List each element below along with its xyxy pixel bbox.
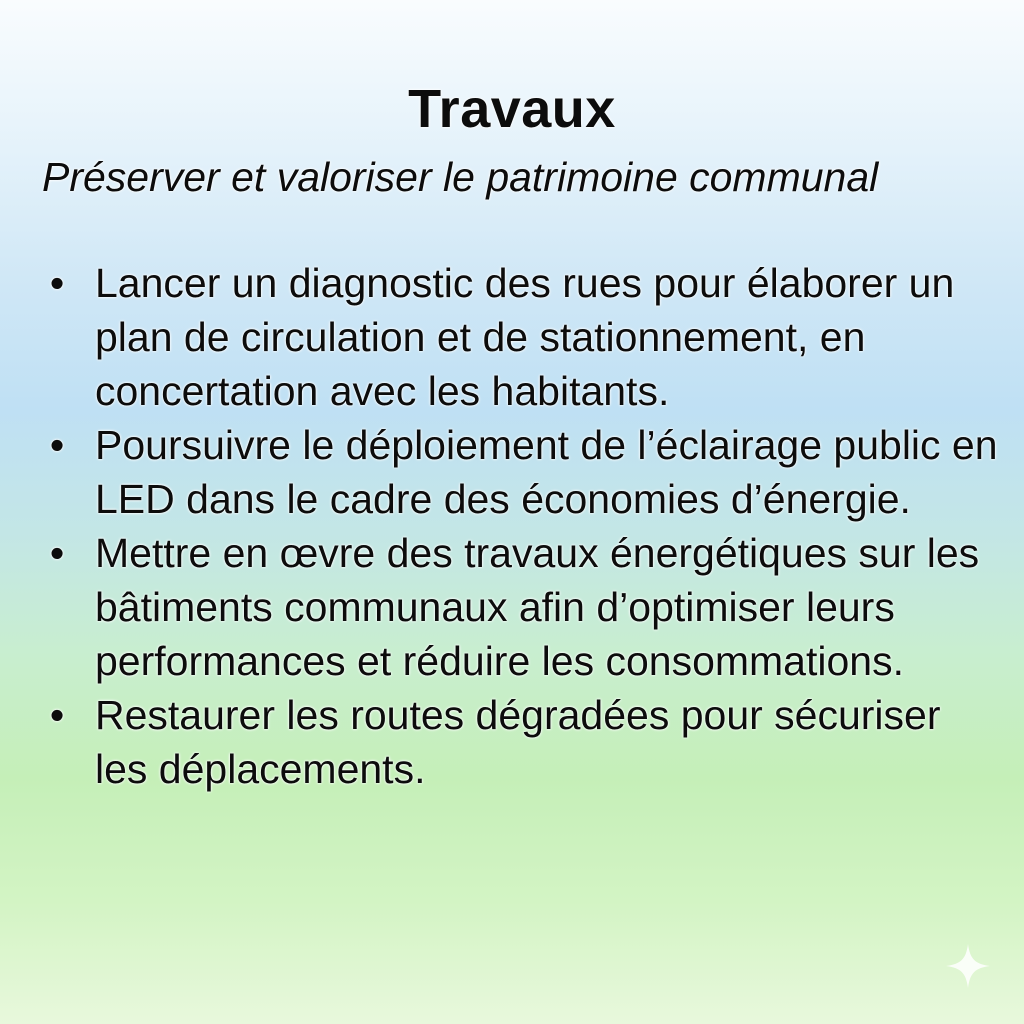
bullet-icon: • [49,530,65,576]
list-item-text: Mettre en œvre des travaux énergétiques sur les bâtiments communaux afin d’optimiser leurs performances et réduire les consommations. [95,530,980,684]
page-title: Travaux [408,79,616,139]
bullet-icon: • [49,422,65,468]
bullet-icon: • [49,260,65,306]
list-item [0,418,1000,526]
list-item [0,688,1000,796]
list-item-text: Lancer un diagnostic des rues pour élaborer un plan de circulation et de stationnement, en concertation avec les habitants. [95,260,955,414]
sparkle-icon [944,942,992,990]
list-item-text: Poursuivre le déploiement de l’éclairage public en LED dans le cadre des économies d’énergie. [95,422,998,522]
list-item-text: Restaurer les routes dégradées pour sécuriser les déplacements. [95,692,941,792]
bullet-icon: • [49,692,65,738]
list-item [0,256,1000,418]
list-item [0,526,1000,688]
page-subtitle: Préserver et valoriser le patrimoine communal [42,154,879,200]
bullet-list [0,256,1000,796]
